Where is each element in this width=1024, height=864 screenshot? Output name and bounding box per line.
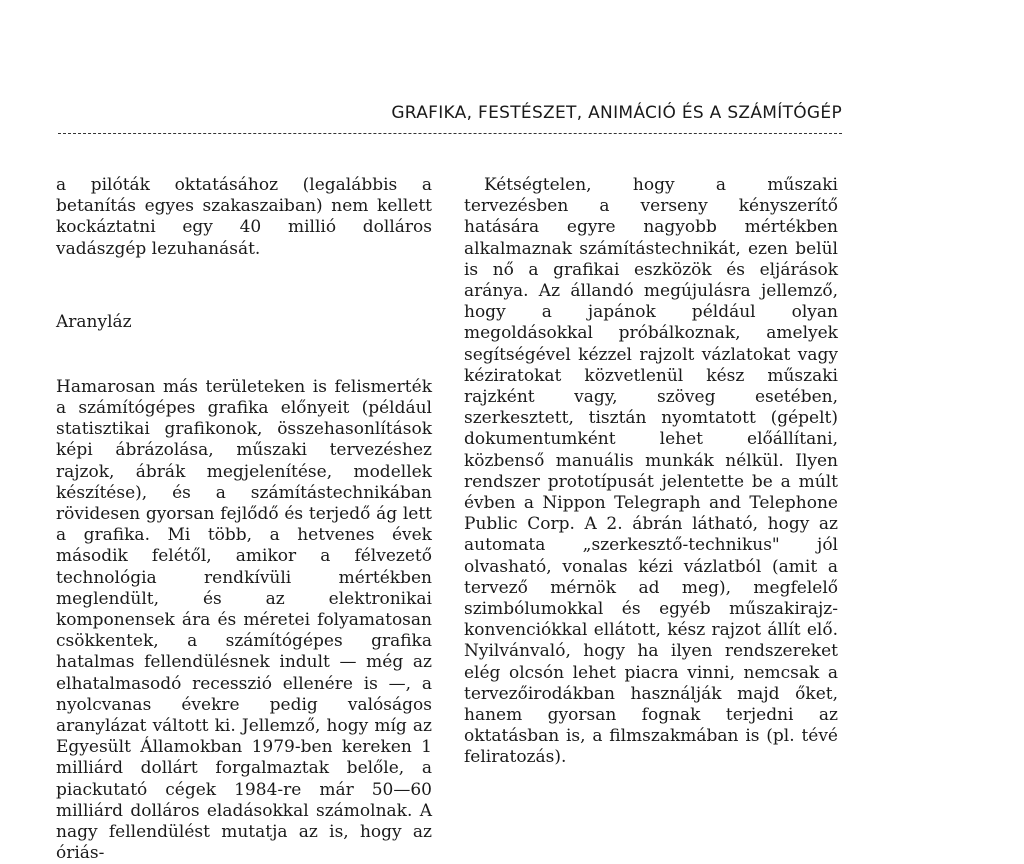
section-heading: Aranyláz bbox=[56, 311, 132, 332]
header-divider-rule bbox=[58, 133, 842, 134]
right-paragraph: Kétségtelen, hogy a műszaki tervezésben a verseny kényszerítő hatására egyre nagyobb mértékben alkalmaznak számítástechnikát, ezen belül is nő a grafikai eszközök és eljárások aránya. Az állandó megújulásra jellemző, hogy a japánok például olyan megoldásokkal próbálkoznak, amelyek segítségével kézzel rajzolt vázlatokat vagy kéziratokat közvetlenül kész műszaki rajzként vagy, szöveg esetében, szerkesztett, tisztán nyomtatott (gépelt) dokumentumként lehet előállítani, közbenső manuális munkák nélkül. Ilyen rendszer prototípusát jelentette be a múlt évben a Nippon Telegraph and Telephone Public Corp. A 2. ábrán látható, hogy az automata „szerkesztő-technikus" jól olvasható, vonalas kézi vázlatból (amit a tervező mérnök ad meg), megfelelő szimbólumokkal és egyéb műszakirajz-konvenciókkal ellátott, kész rajzot állít elő. Nyilvánvaló, hogy ha ilyen rendszereket elég olcsón lehet piacra vinni, nemcsak a tervezőirodákban használják majd őket, hanem gyorsan fognak terjedni az oktatásban is, a filmszakmában is (pl. tévé feliratozás). bbox=[464, 175, 838, 768]
intro-paragraph: a pilóták oktatásához (legalábbis a betanítás egyes szakaszaiban) nem kellett kockáztatni egy 40 millió dolláros vadászgép lezuhanását. bbox=[56, 175, 432, 259]
section-paragraph: Hamarosan más területeken is felismerték a számítógépes grafika előnyeit (például statisztikai grafikonok, összehasonlítások képi ábrázolása, műszaki tervezéshez rajzok, ábrák megjelenítése, modellek készítése), és a számítástechnikában rövidesen gyorsan fejlődő és terjedő ág lett a grafika. Mi több, a hetvenes évek második felétől, amikor a félvezető technológia rendkívüli mértékben meglendült, és az elektronikai komponensek ára és méretei folyamatosan csökkentek, a számítógépes grafika hatalmas fellendülésnek indult — még az elhatalmasodó recesszió ellenére is —, a nyolcvanas évekre pedig valóságos aranylázat váltott ki. Jellemző, hogy míg az Egyesült Államokban 1979-ben kereken 1 milliárd dollárt forgalmaztak belőle, a piackutató cégek 1984-re már 50—60 milliárd dolláros eladásokkal számolnak. A nagy fellendülést mutatja az is, hogy az óriás- bbox=[56, 376, 432, 864]
right-text-column bbox=[464, 175, 838, 769]
left-text-column bbox=[56, 175, 432, 864]
running-header-title: GRAFIKA, FESTÉSZET, ANIMÁCIÓ ÉS A SZÁMÍTÓGÉP bbox=[391, 103, 842, 123]
